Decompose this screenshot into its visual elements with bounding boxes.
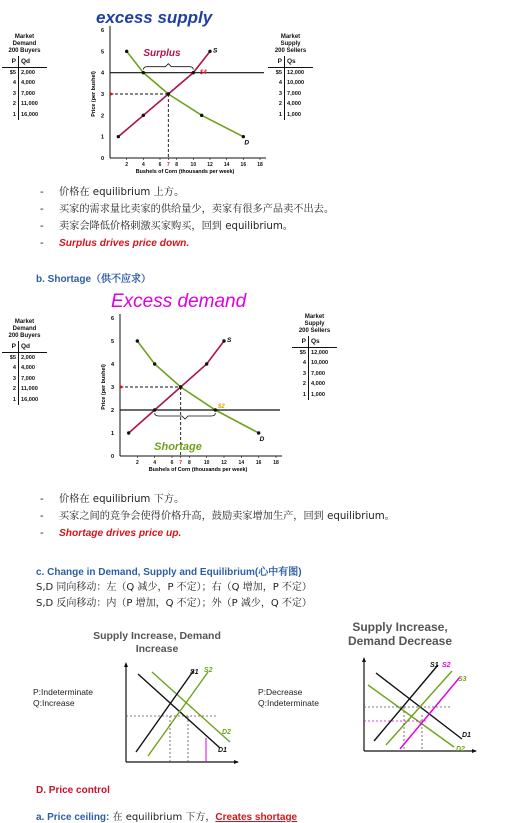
excess-demand-title: Excess demand <box>111 291 247 312</box>
supply-point <box>205 362 208 365</box>
x-tick-label: 2 <box>135 460 139 466</box>
y-tick-label: 4 <box>110 362 114 368</box>
y-tick-label: 3 <box>110 385 114 391</box>
curve-label: D1 <box>462 732 471 739</box>
supply-curve-2 <box>386 671 452 745</box>
x-tick-label: 4 <box>141 162 145 168</box>
x-tick-label: 16 <box>255 460 262 466</box>
x-tick-label: 12 <box>207 162 213 168</box>
mini-chart-2 <box>358 655 488 755</box>
y-tick-label: 6 <box>100 28 104 34</box>
bullet: - 价格在 equilibrium 下方。 <box>40 491 395 508</box>
demand-point <box>153 362 156 365</box>
x-tick-label: 12 <box>221 460 227 466</box>
x-tick-label: 14 <box>238 460 245 466</box>
y-tick-label: 3 <box>100 92 104 98</box>
demand-curve-1 <box>376 673 462 739</box>
curve-label: S2 <box>204 667 213 674</box>
gap-label: Shortage <box>154 441 202 453</box>
bullet-conclusion: - Surplus drives price down. <box>40 235 334 252</box>
supply-point <box>222 339 225 342</box>
x-tick-label: 10 <box>190 162 197 168</box>
y-tick-label: 0 <box>110 454 114 460</box>
mini-y-arrow <box>124 662 128 667</box>
demand-label: D <box>244 139 250 147</box>
bullet: - 价格在 equilibrium 上方。 <box>40 184 334 201</box>
x-tick-label: 4 <box>153 460 157 466</box>
mini-y-arrow <box>362 657 366 662</box>
supply-curve-3 <box>400 677 460 749</box>
arrow-marker <box>120 385 124 389</box>
shortage-bullets <box>40 491 395 542</box>
gap-brace <box>143 64 193 70</box>
x-tick-label: 8 <box>175 162 179 168</box>
shortage-heading: b. Shortage（供不应求） <box>36 274 152 285</box>
x-tick-label: 14 <box>223 162 230 168</box>
mini-chart-1 <box>118 660 248 768</box>
supply-point <box>127 431 130 434</box>
demand-point <box>257 431 260 434</box>
y-tick-label: 6 <box>110 316 114 322</box>
demand-caption-1: Market Demand 200 Buyers <box>8 34 41 54</box>
y-tick-label: 4 <box>100 70 104 77</box>
mini2-labels: P:Decrease Q:Indeterminate <box>258 687 319 708</box>
bullet: - 卖家会降低价格刺激买家购买，回到 equilibrium。 <box>40 218 334 235</box>
mini1-labels: P:Indeterminate Q:Increase <box>33 687 94 708</box>
x-tick-label: 8 <box>187 460 191 466</box>
supply-table-1: Market Supply 200 Sellers P Qs $5 12,000 4 10,000 3 7,000 2 4,000 1 1,000 <box>268 34 313 120</box>
mini1-title: Supply Increase, Demand Increase <box>93 630 221 655</box>
bullet: - 买家的需求量比卖家的供给量少，卖家有很多产品卖不出去。 <box>40 201 334 218</box>
demand-point <box>136 339 139 342</box>
supply-point <box>142 114 145 117</box>
curve-label: D1 <box>218 747 227 754</box>
price-marker: $2 <box>218 404 225 410</box>
demand-table-2: Market Demand 200 Buyers P Qd $5 2,000 4 4,000 3 7,000 2 11,000 1 16,000 <box>2 319 47 405</box>
supply-point <box>117 135 120 138</box>
y-tick-label: 5 <box>100 49 104 56</box>
x-axis-label: Bushels of Corn (thousands per week) <box>135 169 235 175</box>
arrow-marker <box>110 92 114 96</box>
supply-label: S <box>227 337 232 344</box>
change-line-2: S,D 反向移动：内（P 增加，Q 不定）；外（P 减少，Q 不定） <box>36 598 312 609</box>
mini2-title: Supply Increase, Demand Decrease <box>347 620 453 648</box>
curve-label: S2 <box>442 662 451 669</box>
price-control-heading: D. Price control <box>36 785 110 796</box>
x-tick-label: 6 <box>158 162 162 168</box>
excess-supply-bullets <box>40 184 334 252</box>
demand-point <box>242 135 245 138</box>
demand-curve <box>127 51 244 136</box>
y-tick-label: 1 <box>110 431 114 437</box>
change-heading: c. Change in Demand, Supply and Equilibrium(心中有图) <box>36 567 302 578</box>
demand-curve-2 <box>152 672 230 742</box>
x-tick-label: 7 <box>179 460 183 466</box>
y-tick-label: 5 <box>110 339 114 345</box>
y-tick-label: 2 <box>100 113 104 120</box>
x-tick-label: 2 <box>125 162 129 168</box>
supply-label: S <box>213 47 218 55</box>
demand-label: D <box>259 436 265 443</box>
x-tick-label: 7 <box>166 162 170 168</box>
demand-point <box>200 114 203 117</box>
x-axis-label: Bushels of Corn (thousands per week) <box>148 467 248 473</box>
mini-x-arrow <box>234 760 239 764</box>
demand-table-1: Market Demand 200 Buyers P Qd $5 2,000 4 4,000 3 7,000 2 11,000 1 16,000 <box>2 34 47 120</box>
curve-label: S1 <box>190 669 199 676</box>
x-tick-label: 18 <box>273 460 279 466</box>
y-tick-label: 2 <box>110 408 114 414</box>
y-axis-label: Price (per bushel) <box>101 364 107 410</box>
bullet-conclusion: - Shortage drives price up. <box>40 525 395 542</box>
x-tick-label: 10 <box>203 460 210 466</box>
x-tick-label: 16 <box>240 162 247 168</box>
curve-label: D2 <box>456 746 465 753</box>
y-axis-label: Price (per bushel) <box>91 71 97 117</box>
excess-supply-chart <box>82 22 272 182</box>
x-tick-label: 6 <box>170 460 174 466</box>
supply-table-2: Market Supply 200 Sellers P Qs $5 12,000 4 10,000 3 7,000 2 4,000 1 1,000 <box>292 314 337 400</box>
demand-curve-1 <box>138 674 220 748</box>
creates-shortage-link[interactable]: Creates shortage <box>215 812 298 823</box>
excess-demand-chart <box>90 312 290 482</box>
gap-brace <box>155 413 216 419</box>
price-ceiling-line: a. Price ceiling: 在 equilibrium 下方，Creates shortage <box>36 812 298 823</box>
y-tick-label: 1 <box>100 134 104 141</box>
x-tick-label: 18 <box>257 162 263 168</box>
curve-label: S3 <box>458 676 467 683</box>
curve-label: D2 <box>222 729 231 736</box>
curve-label: S1 <box>430 662 439 669</box>
change-line-1: S,D 同向移动：左（Q 减少，P 不定）；右（Q 增加，P 不定） <box>36 582 312 593</box>
price-marker: $4 <box>200 70 207 76</box>
y-tick-label: 0 <box>100 156 104 162</box>
supply-curve-1 <box>136 670 194 752</box>
mini-x-arrow <box>472 749 477 753</box>
demand-point <box>125 50 128 53</box>
bullet: - 买家之间的竞争会使得价格升高，鼓励卖家增加生产，回到 equilibrium。 <box>40 508 395 525</box>
supply-curve-1 <box>374 665 438 741</box>
excess-supply-title: excess supply <box>96 8 213 27</box>
supply-point <box>208 50 211 53</box>
gap-label: Surplus <box>143 48 181 59</box>
